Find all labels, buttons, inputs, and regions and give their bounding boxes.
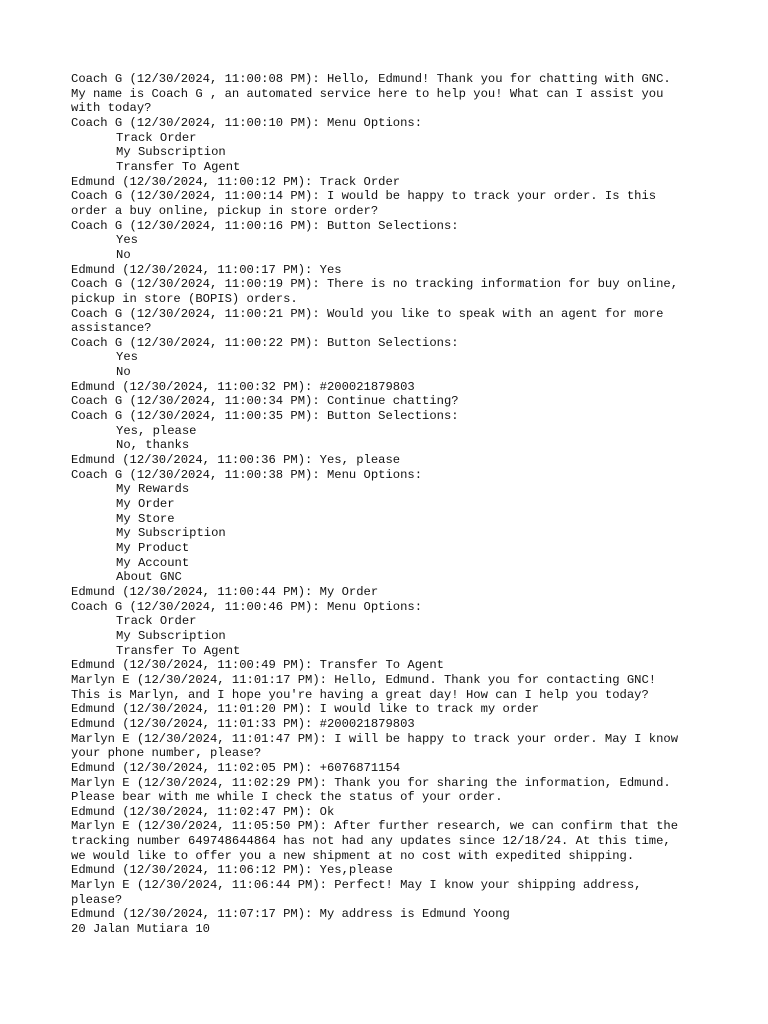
transcript-message-line: Marlyn E (12/30/2024, 11:02:29 PM): Thank you for sharing the information, Edmund. Please bear with me while I check the status of your order.: [71, 775, 671, 805]
transcript-message-line: Coach G (12/30/2024, 11:00:38 PM): Menu Options:: [71, 467, 423, 482]
transcript-message-line: Marlyn E (12/30/2024, 11:01:17 PM): Hello, Edmund. Thank you for contacting GNC! This is Marlyn, and I hope you're having a great day! How can I help you today?: [71, 672, 657, 702]
transcript-message-line: Edmund (12/30/2024, 11:01:20 PM): I would like to track my order: [71, 702, 540, 717]
transcript-message-line: Edmund (12/30/2024, 11:06:12 PM): Yes,please: [71, 863, 393, 878]
transcript-option-line: Yes, please: [116, 423, 197, 438]
transcript-option-line: Track Order: [116, 130, 197, 145]
transcript-message-line: Coach G (12/30/2024, 11:00:22 PM): Button Selections:: [71, 335, 459, 350]
transcript-option-line: No: [116, 365, 131, 380]
transcript-option-line: About GNC: [116, 570, 182, 585]
transcript-option-line: My Subscription: [116, 526, 226, 541]
transcript-message-line: Edmund (12/30/2024, 11:02:47 PM): Ok: [71, 804, 335, 819]
transcript-message-line: Edmund (12/30/2024, 11:00:12 PM): Track Order: [71, 174, 401, 189]
transcript-message-line: Edmund (12/30/2024, 11:00:44 PM): My Order: [71, 584, 379, 599]
transcript-message-line: Coach G (12/30/2024, 11:00:21 PM): Would you like to speak with an agent for more assistance?: [71, 306, 664, 336]
transcript-message-line: Coach G (12/30/2024, 11:00:46 PM): Menu Options:: [71, 599, 423, 614]
transcript-message-line: Edmund (12/30/2024, 11:02:05 PM): +6076871154: [71, 760, 401, 775]
transcript-option-line: No, thanks: [116, 438, 190, 453]
transcript-option-line: My Order: [116, 497, 175, 512]
transcript-option-line: Yes: [116, 350, 138, 365]
transcript-message-line: Edmund (12/30/2024, 11:00:17 PM): Yes: [71, 262, 342, 277]
transcript-message-line: Edmund (12/30/2024, 11:01:33 PM): #200021879803: [71, 716, 415, 731]
transcript-option-line: No: [116, 247, 131, 262]
transcript-message-line: Coach G (12/30/2024, 11:00:16 PM): Button Selections:: [71, 218, 459, 233]
transcript-message-line: Coach G (12/30/2024, 11:00:14 PM): I would be happy to track your order. Is this order a buy online, pickup in store order?: [71, 189, 657, 218]
transcript-message-line: Edmund (12/30/2024, 11:00:49 PM): Transfer To Agent: [71, 658, 444, 673]
transcript-option-line: My Store: [116, 511, 175, 526]
chat-transcript: [71, 72, 711, 937]
transcript-option-line: My Product: [116, 541, 190, 555]
transcript-message-line: Marlyn E (12/30/2024, 11:05:50 PM): After further research, we can confirm that the tracking number 649748644864 has not had any updates since 12/18/24. At this time, we would like to offer you a new shipment at no cost with expedited shipping.: [71, 819, 679, 863]
transcript-option-line: My Subscription: [116, 145, 226, 160]
transcript-option-line: Transfer To Agent: [116, 159, 241, 174]
transcript-message-line: Coach G (12/30/2024, 11:00:08 PM): Hello, Edmund! Thank you for chatting with GNC. My name is Coach G , an automated service here to help you! What can I assist you with today?: [71, 72, 671, 116]
transcript-option-line: My Rewards: [116, 482, 190, 497]
transcript-option-line: Yes: [116, 233, 138, 248]
transcript-message-line: Coach G (12/30/2024, 11:00:34 PM): Continue chatting?: [71, 394, 459, 409]
transcript-message-line: Edmund (12/30/2024, 11:00:32 PM): #200021879803: [71, 379, 415, 394]
transcript-option-line: Track Order: [116, 614, 197, 629]
transcript-option-line: My Account: [116, 555, 190, 570]
transcript-message-line: Edmund (12/30/2024, 11:00:36 PM): Yes, please: [71, 453, 401, 468]
transcript-message-line: Marlyn E (12/30/2024, 11:01:47 PM): I will be happy to track your order. May I know your phone number, please?: [71, 731, 679, 761]
transcript-message-line: Coach G (12/30/2024, 11:00:35 PM): Button Selections:: [71, 409, 459, 424]
transcript-message-line: Coach G (12/30/2024, 11:00:19 PM): There is no tracking information for buy online, pickup in store (BOPIS) orders.: [71, 277, 679, 306]
transcript-message-line: Edmund (12/30/2024, 11:07:17 PM): My address is Edmund Yoong 20 Jalan Mutiara 10: [71, 907, 510, 937]
transcript-message-line: Coach G (12/30/2024, 11:00:10 PM): Menu Options:: [71, 115, 423, 130]
transcript-option-line: My Subscription: [116, 628, 226, 643]
transcript-message-line: Marlyn E (12/30/2024, 11:06:44 PM): Perfect! May I know your shipping address, please?: [71, 878, 642, 907]
transcript-option-line: Transfer To Agent: [116, 643, 241, 658]
